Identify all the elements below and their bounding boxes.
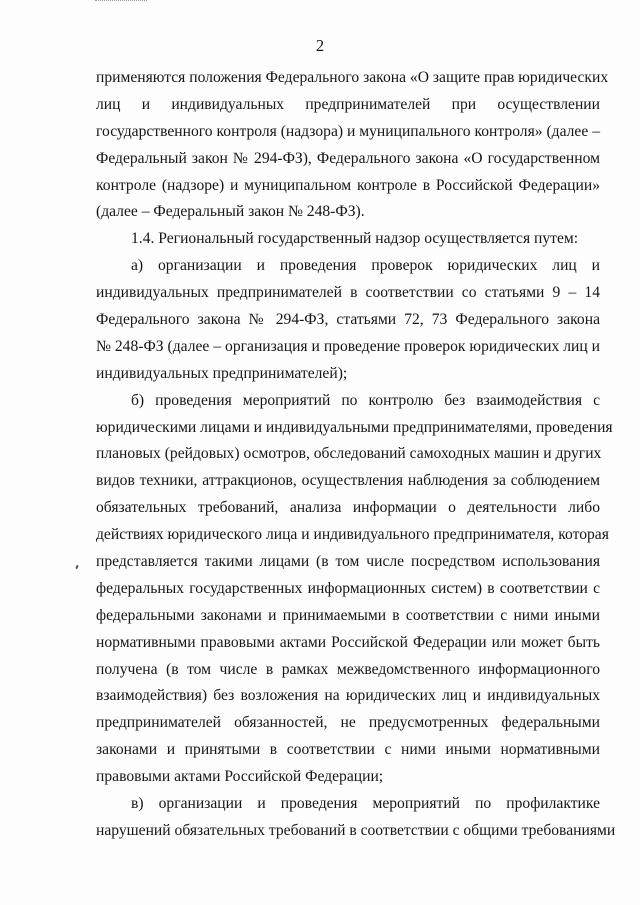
text-line: лиц и индивидуальных предпринимателей при осуществлении: [96, 95, 600, 113]
text-line: индивидуальных предпринимателей в соответствии со статьями 9 – 14: [96, 284, 600, 302]
text-line: действиях юридического лица и индивидуального предпринимателя, которая: [96, 526, 609, 544]
text-line: 1.4. Региональный государственный надзор осуществляется путем:: [131, 230, 579, 248]
text-line: применяются положения Федерального закона «О защите прав юридических: [96, 69, 609, 86]
text-line: федеральными законами и принимаемыми в соответствии с ними иными: [96, 606, 600, 624]
text-line: нарушений обязательных требований в соответствии с общими требованиями: [96, 821, 616, 839]
text-line: Федеральный закон № 294-ФЗ), Федерального закона «О государственном: [96, 149, 600, 167]
text-line: (далее – Федеральный закон № 248-ФЗ).: [96, 203, 365, 221]
text-line: видов техники, аттракционов, осуществления наблюдения за соблюдением: [96, 472, 600, 490]
text-line: получена (в том числе в рамках межведомственного информационного: [96, 660, 600, 678]
text-line: контроле (надзоре) и муниципальном контроле в Российской Федерации»: [96, 176, 600, 194]
document-body: [96, 65, 616, 845]
text-line: государственного контроля (надзора) и муниципального контроля» (далее –: [96, 122, 600, 140]
text-line: юридическими лицами и индивидуальными предпринимателями, проведения: [96, 418, 613, 436]
text-line: б) проведения мероприятий по контролю без взаимодействия с: [131, 391, 600, 409]
text-line: в) организации и проведения мероприятий по профилактике: [131, 795, 600, 813]
text-line: а) организации и проведения проверок юридических лиц и: [131, 257, 600, 275]
text-line: правовыми актами Российской Федерации;: [96, 768, 384, 786]
text-line: индивидуальных предпринимателей);: [96, 364, 348, 382]
text-line: № 248-ФЗ (далее – организация и проведение проверок юридических лиц и: [96, 337, 600, 355]
scan-speck: [75, 565, 79, 569]
text-line: законами и принятыми в соответствии с ними иными нормативными: [96, 741, 600, 759]
text-line: плановых (рейдовых) осмотров, обследований самоходных машин и других: [96, 445, 602, 463]
text-line: представляется такими лицами (в том числе посредством использования: [96, 553, 600, 571]
scan-artifact-mark: [95, 0, 147, 4]
page-number: 2: [315, 36, 325, 55]
text-line: взаимодействия) без возложения на юридических лиц и индивидуальных: [96, 687, 600, 705]
text-line: нормативными правовыми актами Российской Федерации или может быть: [96, 633, 600, 651]
text-line: обязательных требований, анализа информации о деятельности либо: [96, 499, 600, 517]
text-line: предпринимателей обязанностей, не предусмотренных федеральными: [96, 714, 600, 732]
text-line: федеральных государственных информационных систем) в соответствии с: [96, 579, 600, 597]
text-line: Федерального закона № 294-ФЗ, статьями 72, 73 Федерального закона: [96, 311, 600, 329]
